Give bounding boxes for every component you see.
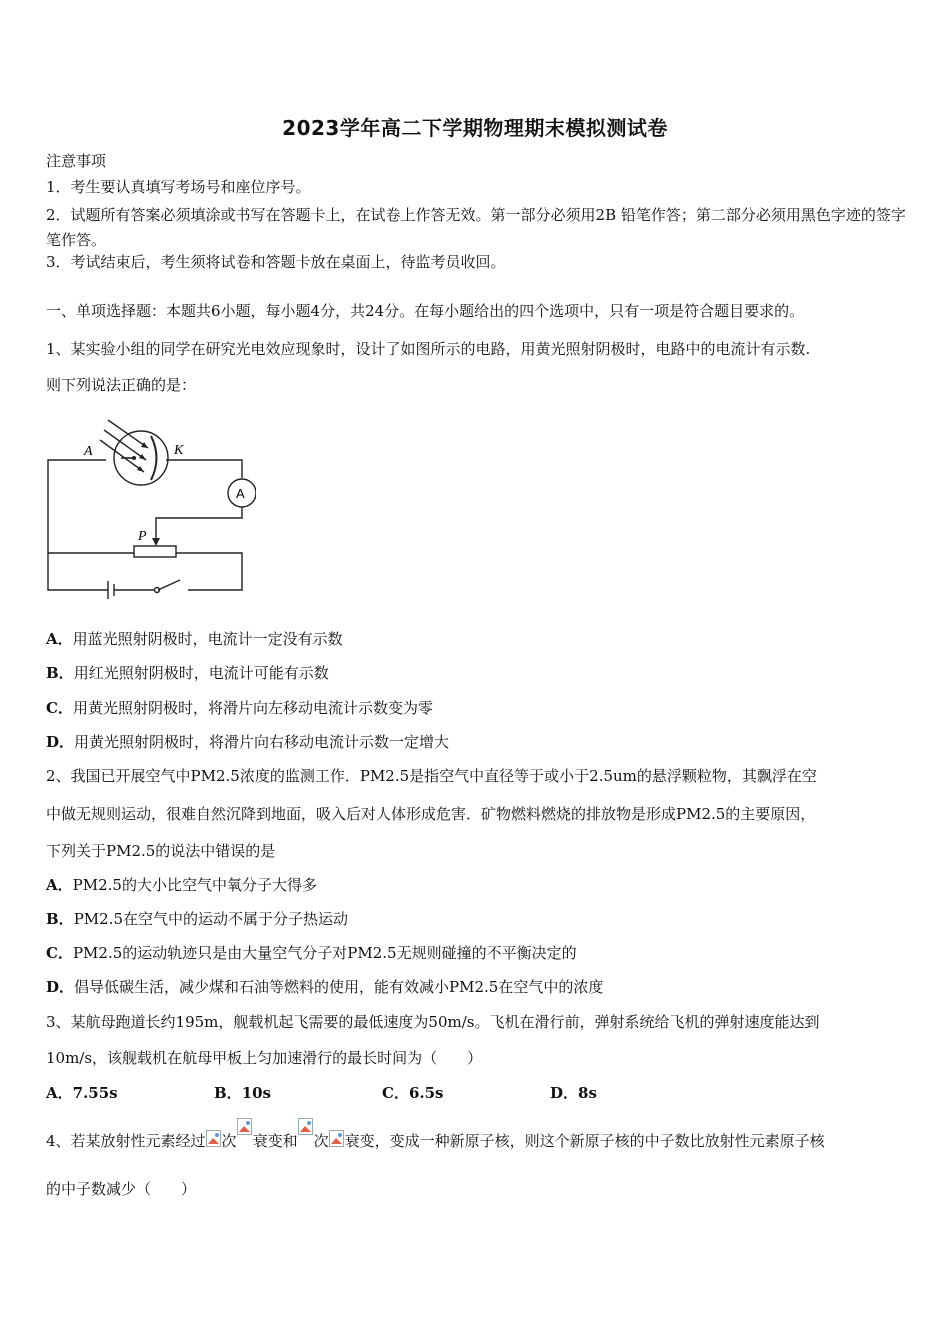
q3-stem-line-1: 3、某航母跑道长约195m，舰载机起飞需要的最低速度为50m/s。飞机在滑行前，弹射系统给飞机的弹射速度能达到 <box>46 1013 820 1031</box>
q3-stem-line-2: 10m/s，该舰载机在航母甲板上匀加速滑行的最长时间为（ ） <box>46 1049 483 1067</box>
q2-option-c: C．PM2.5的运动轨迹只是由大量空气分子对PM2.5无规则碰撞的不平衡决定的 <box>46 944 577 962</box>
q1-option-c: C．用黄光照射阴极时，将滑片向左移动电流计示数变为零 <box>46 699 433 717</box>
page-title: 2023学年高二下学期物理期末模拟测试卷 <box>282 116 668 140</box>
slider-label: P <box>138 529 147 544</box>
ammeter-label: A <box>236 486 245 501</box>
q1-option-b: B．用红光照射阴极时，电流计可能有示数 <box>46 664 329 682</box>
q3-option-c: C．6.5s <box>382 1084 444 1102</box>
cathode-label: K <box>174 443 184 458</box>
broken-image-icon <box>206 1130 222 1148</box>
q1-option-d: D．用黄光照射阴极时，将滑片向右移动电流计示数一定增大 <box>46 733 450 751</box>
q2-option-b: B．PM2.5在空气中的运动不属于分子热运动 <box>46 910 348 928</box>
q3-option-b: B．10s <box>214 1084 272 1102</box>
rheostat-symbol <box>134 546 176 557</box>
broken-image-icon <box>329 1130 345 1148</box>
q2-option-d: D．倡导低碳生活，减少煤和石油等燃料的使用，能有效减小PM2.5在空气中的浓度 <box>46 978 604 996</box>
q2-stem-line-1: 2、我国已开展空气中PM2.5浓度的监测工作．PM2.5是指空气中直径等于或小于2.5um的悬浮颗粒物，其飘浮在空 <box>46 767 817 785</box>
section-heading: 一、单项选择题：本题共6小题，每小题4分，共24分。在每小题给出的四个选项中，只有一项是符合题目要求的。 <box>46 302 805 320</box>
q3-options-row <box>46 1084 718 1102</box>
q2-stem-line-2: 中做无规则运动，很难自然沉降到地面，吸入后对人体形成危害．矿物燃料燃烧的排放物是形成PM2.5的主要原因， <box>46 805 816 823</box>
broken-image-icon <box>237 1118 253 1136</box>
q2-stem-line-3: 下列关于PM2.5的说法中错误的是 <box>46 842 276 860</box>
notice-item-1: 1．考生要认真填写考场号和座位序号。 <box>46 178 311 196</box>
q1-stem-line-1: 1、某实验小组的同学在研究光电效应现象时，设计了如图所示的电路，用黄光照射阴极时，电路中的电流计有示数. <box>46 340 811 358</box>
q4-stem-line-1: 4、若某放射性元素经过 次 衰变和 次 衰变，变成一种新原子核，则这个新原子核的中子数比放射性元素原子核 <box>46 1130 825 1150</box>
q2-option-a: A．PM2.5的大小比空气中氧分子大得多 <box>46 876 317 894</box>
photoelectric-circuit-diagram <box>46 418 256 600</box>
q3-option-d: D．8s <box>550 1084 597 1102</box>
q3-option-a: A．7.55s <box>46 1084 118 1102</box>
q1-option-a: A．用蓝光照射阴极时，电流计一定没有示数 <box>46 630 343 648</box>
broken-image-icon <box>298 1118 314 1136</box>
notice-item-3: 3．考试结束后，考生须将试卷和答题卡放在桌面上，待监考员收回。 <box>46 253 506 271</box>
anode-label: A <box>84 444 93 459</box>
q1-stem-line-2: 则下列说法正确的是： <box>46 376 197 394</box>
notice-heading: 注意事项 <box>46 152 107 170</box>
q4-stem-line-2: 的中子数减少（ ） <box>46 1180 197 1198</box>
notice-item-2: 2．试题所有答案必须填涂或书写在答题卡上，在试卷上作答无效。第一部分必须用2B 铅笔作答；第二部分必须用黑色字迹的签字笔作答。 <box>46 206 906 249</box>
